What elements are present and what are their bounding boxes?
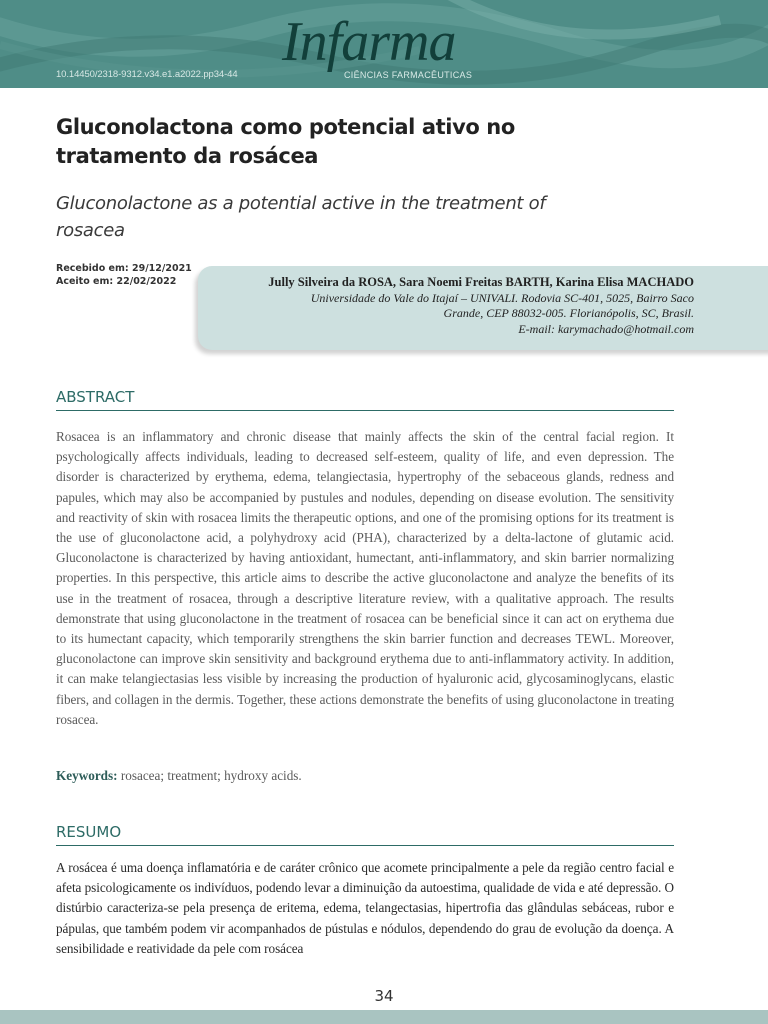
page-number: 34 — [374, 987, 394, 1005]
article-title-en: Gluconolactone as a potential active in the treatment of rosacea — [56, 193, 546, 241]
accepted-date: Aceito em: 22/02/2022 — [56, 276, 177, 287]
received-date: Recebido em: 29/12/2021 — [56, 263, 192, 274]
footer-band — [0, 1010, 768, 1024]
resumo-text: A rosácea é uma doença inflamatória e de caráter crônico que acomete principalmente a pele da região centro facial e afeta psicologicamente os indivíduos, podendo levar a diminuição da autoestima, qualidade de vida e até depressão. O distúrbio caracteriza-se pela presença de eritema, edema, telangectasias, hipertrofia das glândulas sebáceas, rubor e pápulas, que também podem vir acompanhados de pústulas e nódulos, dependendo do grau de evolução da doença. A sensibilidade e reatividade da pele com rosácea — [56, 860, 674, 956]
journal-header — [0, 0, 768, 88]
keywords — [56, 768, 674, 784]
resumo-heading: RESUMO — [56, 823, 674, 846]
author-names: Jully Silveira da ROSA, Sara Noemi Freitas BARTH, Karina Elisa MACHADO — [268, 275, 694, 289]
abstract-heading: ABSTRACT — [56, 388, 674, 411]
journal-logo: Infarma — [282, 11, 456, 73]
doi: 10.14450/2318-9312.v34.e1.a2022.pp34-44 — [56, 69, 238, 80]
article-title-pt: Gluconolactona como potencial ativo no tratamento da rosácea — [56, 115, 515, 168]
affiliation-line-1: Universidade do Vale do Itajaí – UNIVALI. Rodovia SC-401, 5025, Bairro Saco — [310, 290, 694, 305]
author-email: E-mail: karymachado@hotmail.com — [518, 321, 694, 336]
author-info — [268, 275, 694, 337]
journal-logo-subtitle: CIÊNCIAS FARMACÊUTICAS — [344, 70, 473, 80]
abstract-text: Rosacea is an inflammatory and chronic disease that mainly affects the skin of the central facial region. It psychologically affects individuals, leading to decreased self-esteem, quality of life, and even depression. The disorder is characterized by erythema, edema, telangiectasia, hypertrophy of the sebaceous glands, redness and papules, which may also be accompanied by pustules and nodules, depending on disease evolution. The sensitivity and reactivity of skin with rosacea limits the therapeutic options, and one of the promising options for its treatment is the use of gluconolactone acid, a polyhydroxy acid (PHA), characterized by a delta-lactone of glutamic acid. Gluconolactone is characterized by having antioxidant, humectant, anti-inflammatory, and skin barrier normalizing properties. In this perspective, this article aims to describe the active gluconolactone and analyze the benefits of its use in the treatment of rosacea, through a descriptive literature review, with a qualitative approach. The results demonstrate that using gluconolactone in the treatment of rosacea can be beneficial since it can act on erythema due to its humectant capacity, which temporarily strengthens the skin barrier function and decreases TEWL. Moreover, gluconolactone can improve skin sensitivity and background erythema due to anti-inflammatory activity. In addition, it can make telangiectasias less visible by increasing the production of hyaluronic acid, glycosaminoglycans, elastic fibers, and collagen in the dermis. Together, these actions demonstrate the benefits of using gluconolactone in treating rosacea. — [56, 429, 674, 727]
article-dates — [56, 262, 192, 288]
keywords-list: rosacea; treatment; hydroxy acids. — [120, 768, 302, 783]
author-box — [198, 266, 768, 350]
keywords-label: Keywords: — [56, 768, 118, 783]
affiliation-line-2: Grande, CEP 88032-005. Florianópolis, SC, Brasil. — [443, 306, 694, 320]
